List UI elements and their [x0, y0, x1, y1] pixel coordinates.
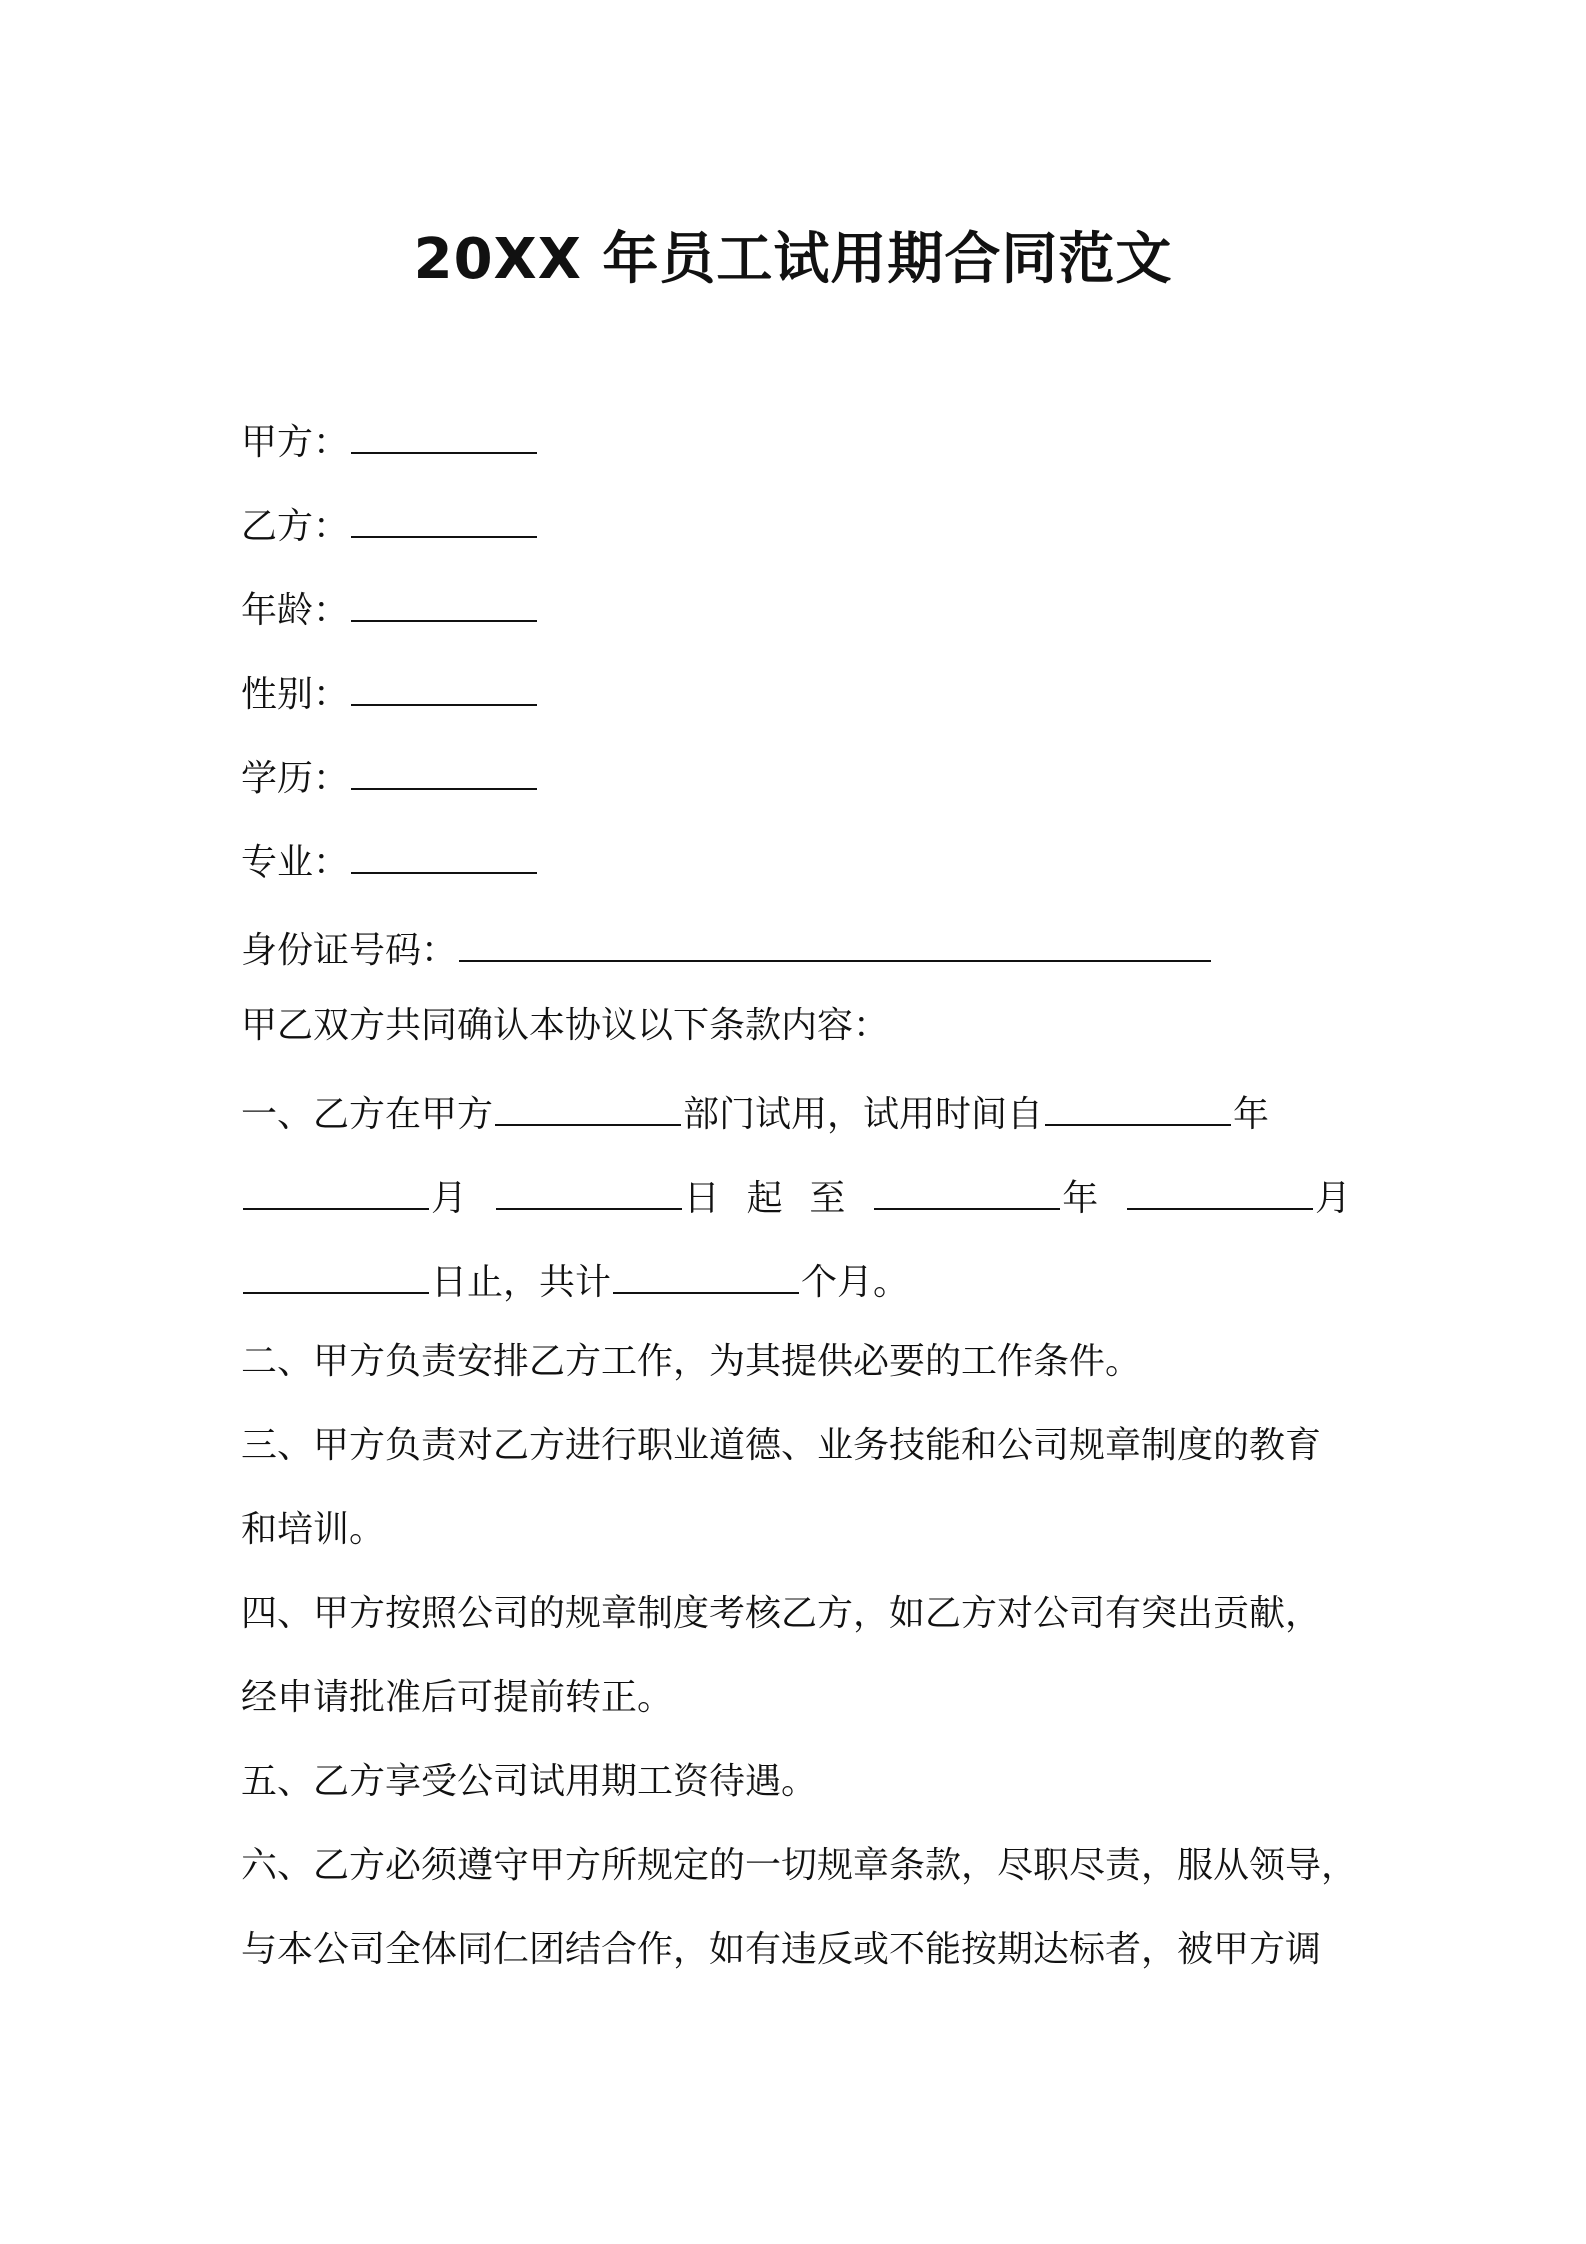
clause-text: 日 — [683, 1178, 720, 1219]
clause-6-line-1: 六、乙方必须遵守甲方所规定的一切规章条款，尽职尽责，服从领导， — [241, 1845, 1358, 1886]
intro-text: 甲乙双方共同确认本协议以下条款内容： — [241, 1005, 890, 1046]
blank-line — [1045, 1086, 1231, 1126]
clause-4-line-2: 经申请批准后可提前转正。 — [241, 1677, 674, 1718]
clause-text: 月 — [1314, 1178, 1351, 1219]
field-label: 乙方： — [241, 506, 350, 547]
field-age — [241, 582, 1351, 635]
blank-line — [351, 498, 537, 538]
field-major — [241, 834, 1351, 887]
blank-line — [243, 1170, 429, 1210]
field-label: 性别： — [241, 674, 350, 715]
blank-line — [459, 922, 1211, 962]
field-party-b — [241, 498, 1351, 551]
clause-1-line-2 — [241, 1170, 1351, 1223]
clause-text: 年 — [1062, 1178, 1099, 1219]
date-group — [872, 1170, 1098, 1223]
date-group — [241, 1170, 467, 1223]
clause-text: 起 — [746, 1178, 783, 1219]
field-gender — [241, 666, 1351, 719]
clause-4-line-1: 四、甲方按照公司的规章制度考核乙方，如乙方对公司有突出贡献， — [241, 1593, 1322, 1634]
field-label: 专业： — [241, 842, 350, 883]
clause-1-line-1 — [241, 1086, 1351, 1139]
blank-line — [351, 750, 537, 790]
field-label: 年龄： — [241, 590, 350, 631]
blank-line — [874, 1170, 1060, 1210]
field-label: 甲方： — [241, 422, 350, 463]
clause-6-line-2: 与本公司全体同仁团结合作，如有违反或不能按期达标者，被甲方调 — [241, 1929, 1322, 1970]
date-group — [1125, 1170, 1351, 1223]
clause-text: 一、乙方在甲方 — [241, 1094, 494, 1135]
clause-3-line-1: 三、甲方负责对乙方进行职业道德、业务技能和公司规章制度的教育 — [241, 1425, 1322, 1466]
clause-text: 年 — [1233, 1094, 1270, 1135]
field-label: 身份证号码： — [241, 930, 458, 971]
clause-text: 至 — [809, 1178, 846, 1219]
blank-line — [351, 666, 537, 706]
clause-text: 部门试用，试用时间自 — [683, 1094, 1044, 1135]
blank-line — [495, 1086, 681, 1126]
clause-2: 二、甲方负责安排乙方工作，为其提供必要的工作条件。 — [241, 1341, 1142, 1382]
field-education — [241, 750, 1351, 803]
blank-line — [351, 414, 537, 454]
date-group — [494, 1170, 720, 1223]
clause-text: 个月。 — [801, 1262, 910, 1303]
blank-line — [496, 1170, 682, 1210]
clause-text: 日止，共计 — [431, 1262, 612, 1303]
field-party-a — [241, 414, 1351, 467]
blank-line — [351, 582, 537, 622]
field-label: 学历： — [241, 758, 350, 799]
clause-1-line-3 — [241, 1254, 1351, 1307]
document-title: 20XX 年员工试用期合同范文 — [413, 227, 1173, 292]
blank-line — [1127, 1170, 1313, 1210]
clause-5: 五、乙方享受公司试用期工资待遇。 — [241, 1761, 818, 1802]
clause-text: 月 — [431, 1178, 468, 1219]
field-id-number — [241, 922, 1351, 975]
blank-line — [351, 834, 537, 874]
blank-line — [613, 1254, 799, 1294]
clause-3-line-2: 和培训。 — [241, 1509, 386, 1550]
blank-line — [243, 1254, 429, 1294]
